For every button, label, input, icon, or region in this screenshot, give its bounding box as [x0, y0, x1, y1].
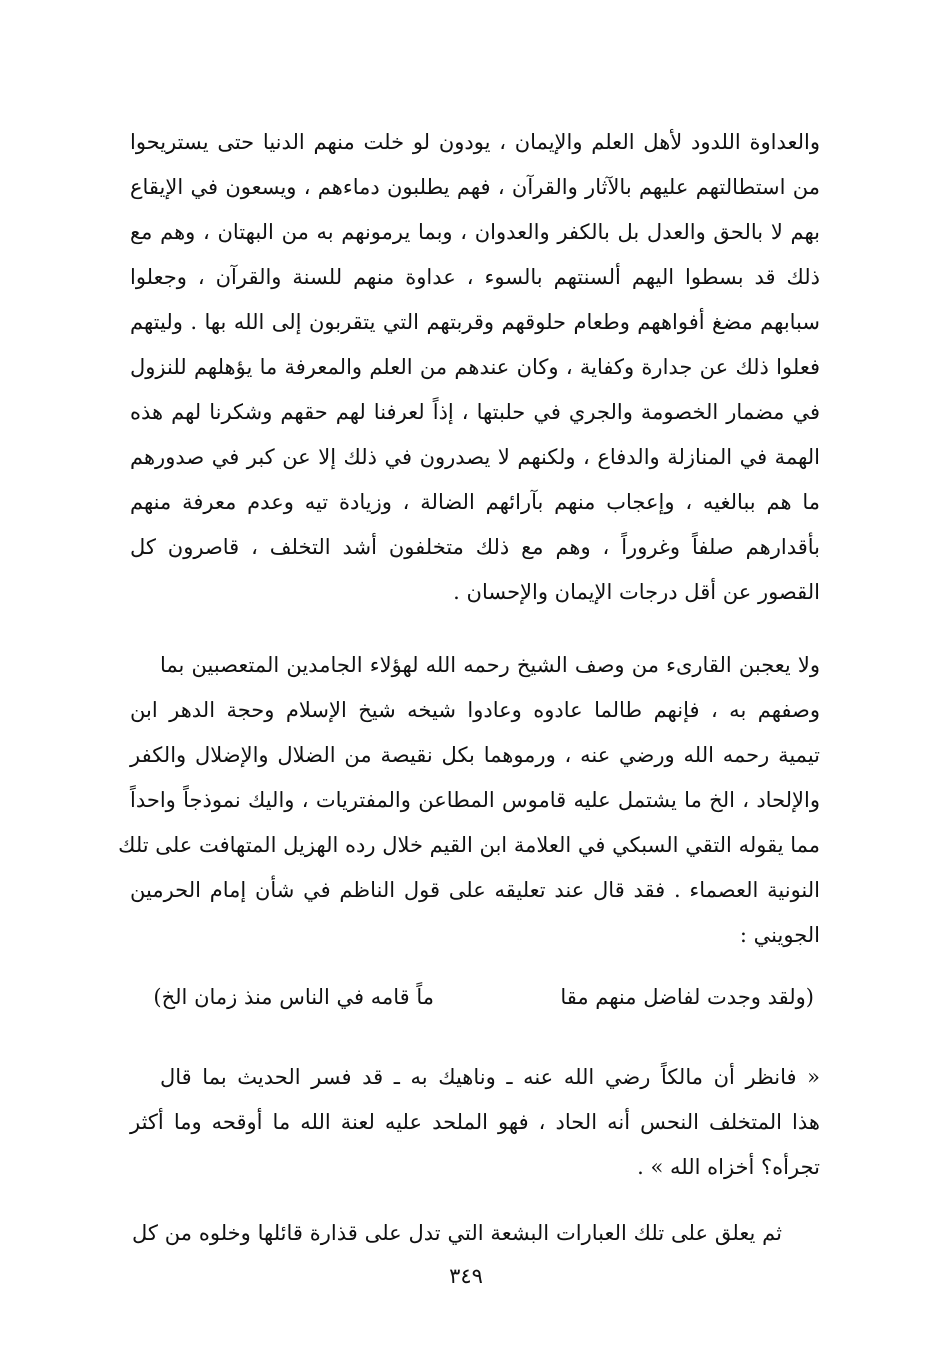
text-line: فعلوا ذلك عن جدارة وكفاية ، وكان عندهم من العلم والمعرفة ما يؤهلهم للنزول: [130, 355, 820, 379]
text-line: الهمة في المنازلة والدفاع ، ولكنهم لا يصدرون في ذلك إلا عن كبر في صدورهم: [130, 445, 820, 469]
text-line: « فانظر أن مالكاً رضي الله عنه ـ وناهيك به ـ قد فسر الحديث بما قال: [160, 1065, 820, 1089]
text-line: تيمية رحمه الله ورضي عنه ، ورموهما بكل نقيصة من الضلال والإضلال والكفر: [130, 743, 820, 767]
text-line: وصفهم به ، فإنهم طالما عادوه وعادوا شيخه شيخ الإسلام وحجة الدهر ابن: [130, 698, 820, 722]
text-line: مما يقوله التقي السبكي في العلامة ابن القيم خلال رده الهزيل المتهافت على تلك: [118, 833, 820, 857]
text-line: الجويني :: [739, 923, 820, 947]
poetry-verse: [114, 980, 814, 1014]
text-line: بهم لا بالحق والعدل بل بالكفر والعدوان ، وبما يرمونهم به من البهتان ، وهم مع: [130, 220, 820, 244]
text-line: ولا يعجبن القارىء من وصف الشيخ رحمه الله لهؤلاء الجامدين المتعصبين بما: [160, 653, 820, 677]
text-line: هذا المتخلف النحس أنه الحاد ، فهو الملحد عليه لعنة الله ما أوقحه وما أكثر: [130, 1110, 820, 1134]
text-line: من استطالتهم عليهم بالآثار والقرآن ، فهم يطلبون دماءهم ، ويسعون في الإيقاع: [130, 175, 820, 199]
text-line: والعداوة اللدود لأهل العلم والإيمان ، يودون لو خلت منهم الدنيا حتى يستريحوا: [130, 130, 820, 154]
text-line: تجرأه؟ أخزاه الله » .: [637, 1155, 820, 1179]
text-line: سبابهم مضغ أفواههم وطعام حلوقهم وقربتهم التي يتقربون إلى الله بها . وليتهم: [130, 310, 820, 334]
text-line: ما هم ببالغيه ، وإعجاب منهم بآرائهم الضالة ، وزيادة تيه وعدم معرفة منهم: [130, 490, 820, 514]
page-number: ٣٤٩: [449, 1264, 483, 1288]
text-line: بأقدارهم صلفاً وغروراً ، وهم مع ذلك متخلفون أشد التخلف ، قاصرون كل: [130, 535, 820, 559]
text-line: ثم يعلق على تلك العبارات البشعة التي تدل على قذارة قائلها وخلوه من كل: [132, 1221, 782, 1245]
verse-first-hemistich: (ولقد وجدت لفاضل منهم مقا: [560, 985, 814, 1009]
text-line: النونية العصماء . فقد قال عند تعليقه على قول الناظم في شأن إمام الحرمين: [130, 878, 820, 902]
text-line: ذلك قد بسطوا اليهم ألسنتهم بالسوء ، عداوة منهم للسنة والقرآن ، وجعلوا: [130, 265, 820, 289]
text-line: في مضمار الخصومة والجري في حلبتها ، إذاً لعرفنا لهم حقهم وشكرنا لهم هذه: [130, 400, 820, 424]
text-line: والإلحاد ، الخ ما يشتمل عليه قاموس المطاعن والمفتريات ، واليك نموذجاً واحداً: [130, 788, 820, 812]
verse-second-hemistich: ماً قامه في الناس منذ زمان الخ): [153, 985, 434, 1009]
text-line: القصور عن أقل درجات الإيمان والإحسان .: [453, 580, 820, 604]
